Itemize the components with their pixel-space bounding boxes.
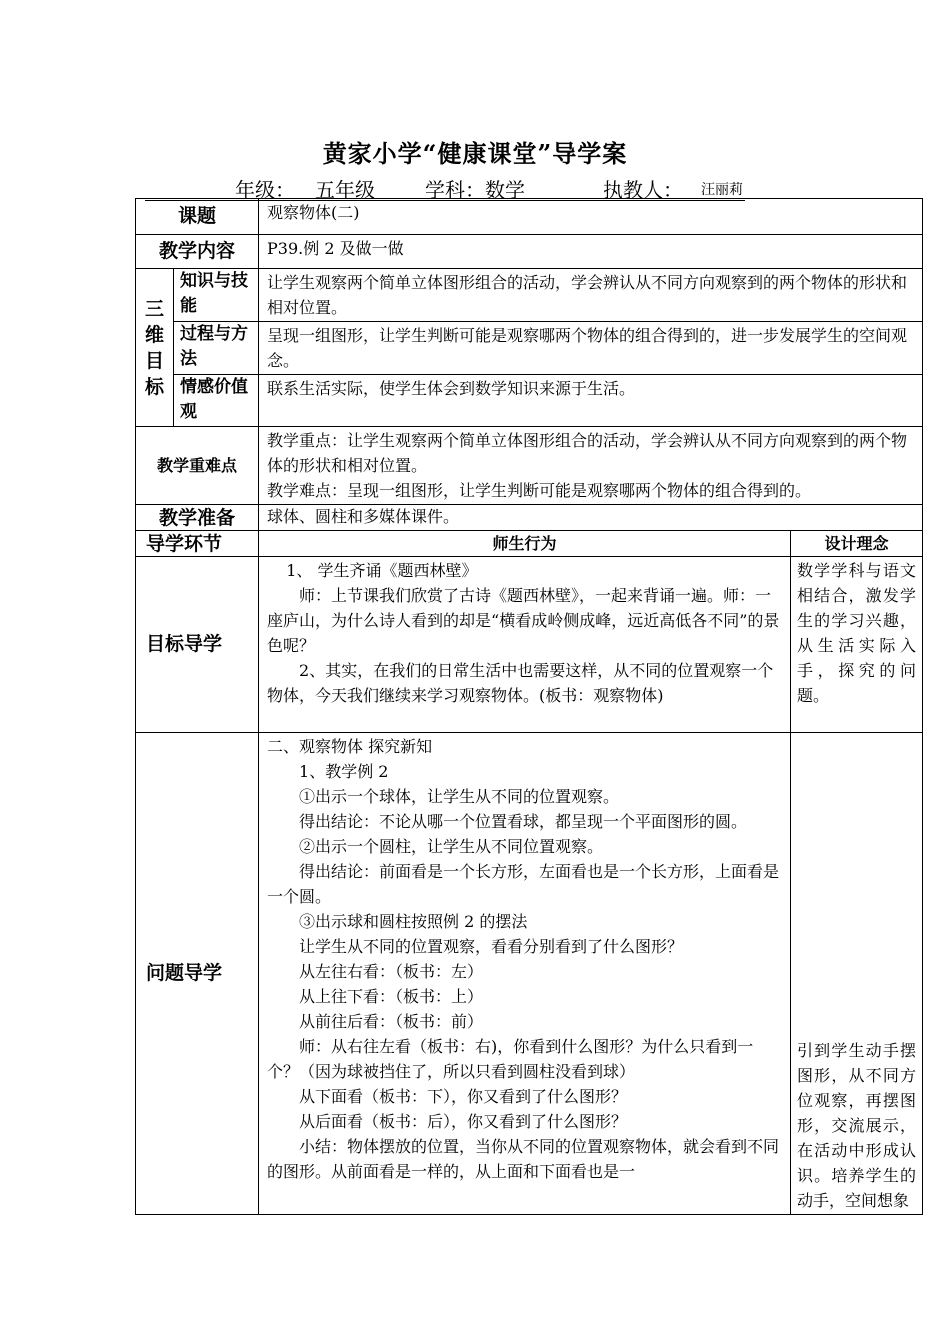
section-stage-2: 问题导学 — [136, 733, 259, 1215]
difficult-point: 教学难点：呈现一组图形，让学生判断可能是观察哪两个物体的组合得到的。 — [267, 481, 812, 500]
key-point: 教学重点：让学生观察两个简单立体图形组合的活动，学会辨认从不同方向观察到的两个物体的形状和相对位置。 — [267, 431, 908, 475]
subject-label: 学科： — [425, 178, 485, 202]
grade-value: 五年级 — [315, 178, 375, 202]
col-activity: 师生行为 — [259, 531, 791, 557]
section-row-2 — [136, 733, 923, 1215]
section-stage-1: 目标导学 — [136, 557, 259, 733]
activity-line: 从上往下看：（板书：上） — [299, 987, 484, 1006]
activity-line: 得出结论：前面看是一个长方形，左面看也是一个长方形，上面看是一个圆。 — [267, 862, 780, 906]
header-line — [145, 174, 745, 201]
teacher-value: 汪丽莉 — [701, 182, 743, 198]
section-design-2: 引到学生动手摆图形，从不同方位观察，再摆图形，交流展示，在活动中形成认识。培养学生的动手，空间想象 — [791, 733, 923, 1215]
activity-line: 二、观察物体 探究新知 — [267, 737, 433, 756]
topic-row — [136, 199, 923, 235]
section-row-1 — [136, 557, 923, 733]
prep-row — [136, 505, 923, 531]
section-activity-2 — [259, 733, 791, 1215]
activity-line: 师：从右往左看（板书：右)，你看到什么图形？为什么只看到一个？（因为球被挡住了，所以只看到圆柱没看到球） — [267, 1037, 754, 1081]
activity-line: 1、教学例 2 — [299, 762, 389, 781]
column-header-row — [136, 531, 923, 557]
goal-label-process: 过程与方法 — [174, 322, 259, 375]
activity-line: 从左往右看：（板书：左） — [299, 962, 484, 981]
section-activity-1 — [259, 557, 791, 733]
activity-line: ③出示球和圆柱按照例 2 的摆法 — [299, 912, 528, 931]
topic-value: 观察物体(二) — [259, 199, 923, 235]
goal-row-3 — [136, 375, 923, 427]
key-label: 教学重难点 — [136, 427, 259, 505]
goal-text-process: 呈现一组图形，让学生判断可能是观察哪两个物体的组合得到的，进一步发展学生的空间观念。 — [259, 322, 923, 375]
activity-line: 得出结论：不论从哪一个位置看球，都呈现一个平面图形的圆。 — [299, 812, 748, 831]
key-cell — [259, 427, 923, 505]
subject-value: 数学 — [485, 178, 525, 202]
teacher-label: 执教人： — [603, 178, 683, 202]
grade-label: 年级： — [235, 178, 295, 202]
goal-row-1 — [136, 269, 923, 322]
activity-line: 1、 学生齐诵《题西林壁》 — [286, 561, 478, 580]
activity-line: 让学生从不同的位置观察，看看分别看到了什么图形？ — [299, 937, 684, 956]
activity-line: 2、其实，在我们的日常生活中也需要这样，从不同的位置观察一个物体，今天我们继续来学习观察物体。(板书：观察物体) — [267, 661, 774, 705]
activity-line: ①出示一个球体，让学生从不同的位置观察。 — [299, 787, 620, 806]
activity-line: 从下面看（板书：下），你又看到了什么图形？ — [299, 1087, 628, 1106]
goal-text-emotion: 联系生活实际，使学生体会到数学知识来源于生活。 — [259, 375, 923, 427]
col-design: 设计理念 — [791, 531, 923, 557]
goal-text-knowledge: 让学生观察两个简单立体图形组合的活动，学会辨认从不同方向观察到的两个物体的形状和相对位置。 — [259, 269, 923, 322]
lesson-plan-table — [135, 198, 923, 1215]
section-design-1: 数学学科与语文相结合，激发学生的学习兴趣，从生活实际入手，探究的问题。 — [791, 557, 923, 733]
prep-label: 教学准备 — [136, 505, 259, 531]
key-row — [136, 427, 923, 505]
page-title: 黄家小学“健康课堂”导学案 — [322, 139, 628, 168]
activity-line: ②出示一个圆柱，让学生从不同位置观察。 — [299, 837, 604, 856]
content-row — [136, 235, 923, 269]
goals-label: 三 维 目 标 — [136, 269, 174, 427]
content-label: 教学内容 — [136, 235, 259, 269]
goal-row-2 — [136, 322, 923, 375]
activity-line: 小结：物体摆放的位置，当你从不同的位置观察物体，就会看到不同的图形。从前面看是一样的，从上面和下面看也是一 — [267, 1137, 780, 1181]
activity-line: 从前往后看：（板书：前） — [299, 1012, 484, 1031]
content-value: P39.例 2 及做一做 — [259, 235, 923, 269]
activity-line: 从后面看（板书：后），你又看到了什么图形？ — [299, 1112, 628, 1131]
prep-value: 球体、圆柱和多媒体课件。 — [259, 505, 923, 531]
activity-line: 师：上节课我们欣赏了古诗《题西林壁》，一起来背诵一遍。师：一座庐山，为什么诗人看到的却是“横看成岭侧成峰，远近高低各不同”的景色呢？ — [267, 586, 780, 655]
goal-label-knowledge: 知识与技能 — [174, 269, 259, 322]
col-stage: 导学环节 — [136, 531, 259, 557]
goal-label-emotion: 情感价值观 — [174, 375, 259, 427]
topic-label: 课题 — [136, 199, 259, 235]
